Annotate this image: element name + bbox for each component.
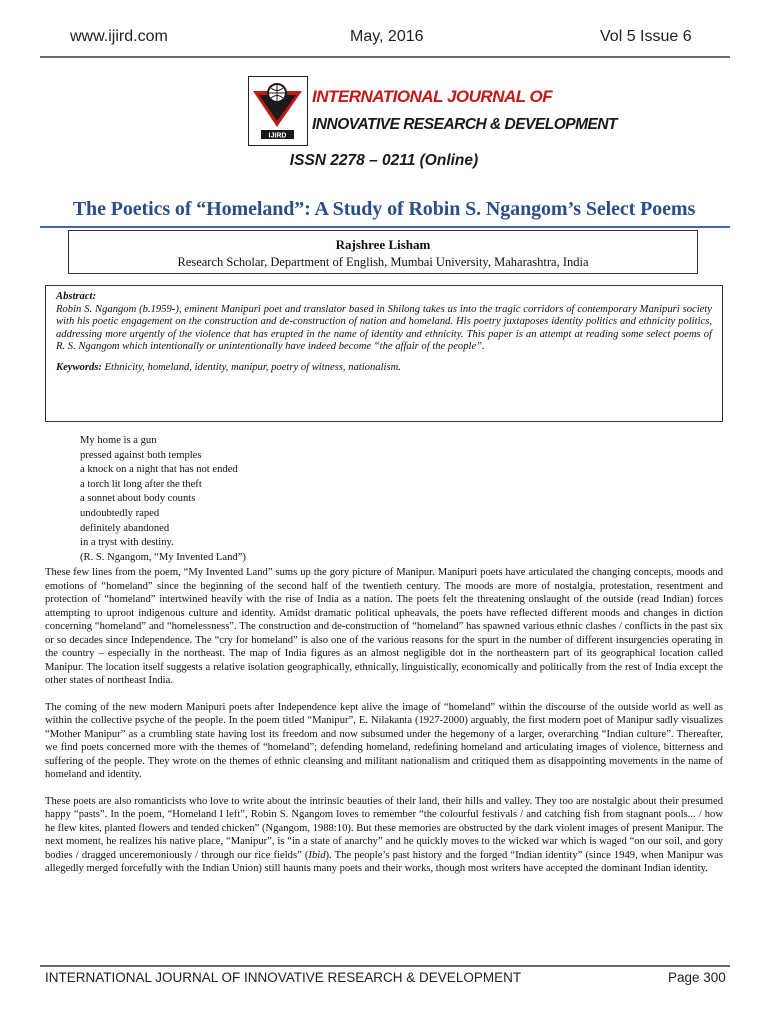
article-title: The Poetics of “Homeland”: A Study of Robin S. Ngangom’s Select Poems [72, 198, 696, 220]
page-header [0, 28, 768, 54]
poem-line: My home is a gun [80, 435, 157, 446]
poem-line: a torch lit long after the theft [80, 478, 202, 490]
article-body [45, 566, 723, 889]
journal-logo [248, 76, 618, 148]
poem-citation: (R. S. Ngangom, “My Invented Land”) [80, 551, 246, 563]
body-text: ). The people’s past history and the forged “Indian identity” (since 1949, when Manipur was allegedly merged forcefully with the Indian Union) still haunts many poets and their works, though most writers have accepted the dominant Indian identity. [45, 849, 723, 874]
page-number: Page 300 [668, 970, 726, 985]
poem-line: pressed against both temples [80, 449, 202, 461]
page-footer [0, 970, 768, 992]
keywords [56, 362, 712, 375]
abstract-box [45, 285, 723, 422]
abstract-label: Abstract: [56, 291, 97, 302]
ibid-citation: Ibid [308, 849, 326, 861]
abstract-text: Robin S. Ngangom (b.1959-), eminent Manipuri poet and translator based in Shilong takes us into the tragic corridors of contemporary Manipuri society with his poetic engagement on the construction and de-construction of nation and homeland. His poetry juxtaposes identity politics and ethnicity politics, addressing more urgently of the violence that has erupted in the name of identity and ethnicity. This paper is an attempt at reading some select poems of R. S. Ngangom which intentionally or unintentionally have indeed become “the affair of the people”. [56, 303, 712, 353]
journal-website: www.ijird.com [70, 28, 168, 45]
poem-line: definitely abandoned [80, 522, 170, 534]
body-paragraph: The coming of the new modern Manipuri poets after Independence kept alive the image of “homeland” within the discourse of the outside world as well as within the collective psyche of the people. In the poem titled “Manipur”, E. Nilakanta (1927-2000) arguably, the first modern poet of Manipur sadly visualizes “Mother Manipur” as a crumbling state having lost its freedom and now subsumed under the hegemony of a larger, overarching “Indian culture”. Thereafter, we find poets concerned more with the themes of “homeland”; defending homeland, redefining homeland and articulating images of violence, bitterness and suffering of the people. They wrote on the themes of ethnic cleansing and militant nationalism and critiqued them as disappointing movements in the name of homeland and identity. [45, 701, 723, 780]
header-divider [40, 56, 730, 58]
author-affiliation: Research Scholar, Department of English, Mumbai University, Maharashtra, India [177, 255, 589, 269]
logo-title-line1: INTERNATIONAL JOURNAL OF [312, 87, 553, 106]
keywords-label: Keywords: [56, 361, 102, 373]
keywords-text: Ethnicity, homeland, identity, manipur, poetry of witness, nationalism. [104, 361, 401, 373]
volume-issue: Vol 5 Issue 6 [600, 28, 692, 45]
footer-journal-name: INTERNATIONAL JOURNAL OF INNOVATIVE RESEARCH & DEVELOPMENT [45, 970, 522, 985]
author-box [68, 230, 698, 274]
poem-epigraph [80, 434, 480, 565]
title-divider [40, 226, 730, 228]
issn: ISSN 2278 – 0211 (Online) [289, 152, 479, 169]
author-name: Rajshree Lisham [335, 237, 431, 252]
issue-date: May, 2016 [350, 28, 424, 45]
poem-line: a knock on a night that has not ended [80, 464, 238, 476]
poem-line: a sonnet about body counts [80, 493, 196, 505]
poem-line: undoubtedly raped [80, 507, 160, 519]
logo-title-line2: INNOVATIVE RESEARCH & DEVELOPMENT [312, 116, 618, 133]
footer-divider [40, 965, 730, 967]
body-paragraph: These few lines from the poem, “My Invented Land” sums up the gory picture of Manipur. Manipuri poets have articulated the changing concepts, moods and emotions of “homeland” since the beginning of the second half of the twentieth century. The moods are more of nostalgia, protestation, resentment and protection of “homeland” intertwined heavily with the rise of India as a nation. The poets felt the threatening onslaught of the outside (read Indian) forces attempting to uproot indigenous culture and identity. Amidst dramatic political upheavals, the poets have reflected different moods and changes in diction concerning “homeland” and “homelessness”. The construction and de-construction of “homeland” has spawned various ethnic clashes / conflicts in the past six or so decades since Independence. The “cry for homeland” is also one of the various reasons for the spurt in the number of different insurgencies operating in the country – especially in the northeast. The map of India figures as an almost negligible dot in the northeastern part of its geographical location called Manipur. The location itself suggests a relative isolation geographically, ethnically, linguistically, economically and politically from the rest of India except the other states of northeast India. [45, 567, 723, 686]
body-text: These poets are also romanticists who love to write about the intrinsic beauties of their land, their hills and valley. They too are nostalgic about their presumed happy “pasts”. In the poem, “Homeland I left”, Robin S. Ngangom loves to remember “the colourful festivals / and catching fish from stagnant pools... / how he flew kites, planted flowers and tended chicken” (Ngangom, 1988:10). But these memories are obstructed by the dark violent images of present Manipur. The next moment, he realizes his native place, “Manipur”, is “in a state of anarchy” and he quickly moves to the wicked war which is waged “on our soil, and gory bodies / dragged unceremoniously / through our rice fields” ( [45, 795, 723, 861]
poem-line: in a tryst with destiny. [80, 537, 174, 549]
body-paragraph [45, 795, 723, 876]
journal-emblem-icon [248, 76, 308, 146]
emblem-text: IJIRD [268, 132, 287, 140]
